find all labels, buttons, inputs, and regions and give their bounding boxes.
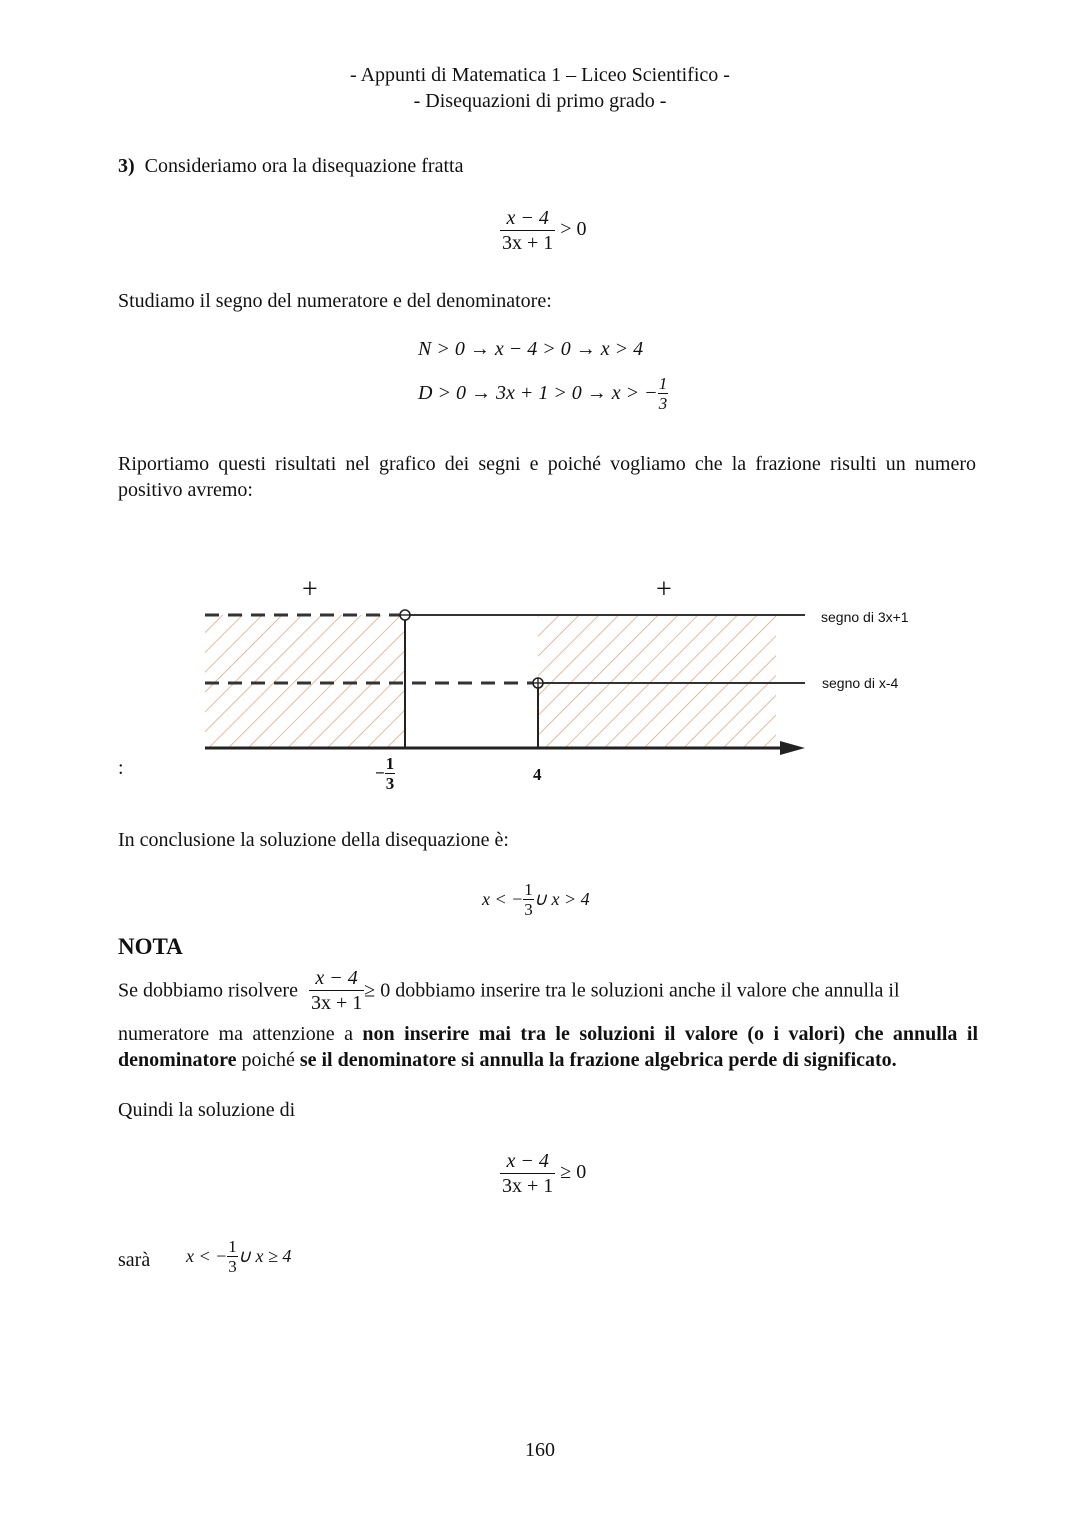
nota-line1-end: dobbiamo inserire tra le soluzioni anche il valore che annulla il xyxy=(395,979,900,1002)
nota-line1 xyxy=(118,966,978,1015)
second-solution xyxy=(186,1237,291,1276)
nota-frac-num: x − 4 xyxy=(309,966,364,991)
nota-p2-b: poiché xyxy=(236,1049,300,1071)
nota-p2-bold2: se il denominatore si annulla la frazione algebrica perde di significato. xyxy=(299,1049,897,1071)
header-title: - Appunti di Matematica 1 – Liceo Scientifico - xyxy=(350,64,730,86)
label-sign-denominator: segno di 3x+1 xyxy=(821,609,909,625)
denominator-frac-num: 1 xyxy=(658,374,668,393)
second-solution-prefix: x < − xyxy=(186,1246,228,1266)
tick-left-sign: − xyxy=(375,763,385,783)
denominator-frac-den: 3 xyxy=(658,394,668,413)
second-inequality-relation: ≥ 0 xyxy=(560,1161,587,1184)
denominator-sign-line xyxy=(418,374,668,413)
study-text: Studiamo il segno del numeratore e del denominatore: xyxy=(118,290,552,312)
nota-p2-a: numeratore ma attenzione a xyxy=(118,1023,363,1045)
x-axis-arrow xyxy=(780,741,805,755)
second-inequality-num: x − 4 xyxy=(500,1149,555,1174)
solution-expression xyxy=(482,880,590,919)
page-number: 160 xyxy=(525,1439,555,1461)
numerator-sign-line: N > 0 → x − 4 > 0 → x > 4 xyxy=(418,338,644,360)
section-intro-text: Consideriamo ora la disequazione fratta xyxy=(144,155,464,177)
tick-label-left xyxy=(375,754,395,793)
nota-frac-den: 3x + 1 xyxy=(310,992,363,1014)
solution-frac-den: 3 xyxy=(524,900,533,919)
conclusion-text: In conclusione la soluzione della disequazione è: xyxy=(118,829,509,851)
solution-suffix: ∪ x > 4 xyxy=(533,889,590,909)
plus-right: + xyxy=(656,574,672,605)
header-subtitle: - Disequazioni di primo grado - xyxy=(413,90,667,112)
sara-text: sarà xyxy=(118,1249,151,1271)
report-paragraph: Riportiamo questi risultati nel grafico dei segni e poiché vogliamo che la frazione risulti un numero positivo avremo: xyxy=(118,453,976,501)
nota-frac-relation: ≥ 0 xyxy=(364,979,391,1002)
main-inequality-relation: > 0 xyxy=(560,218,587,241)
nota-title: NOTA xyxy=(118,934,183,959)
hatch-region-right xyxy=(538,615,776,748)
nota-line1-start: Se dobbiamo risolvere xyxy=(118,979,298,1002)
section-number: 3) xyxy=(118,155,135,177)
quindi-text: Quindi la soluzione di xyxy=(118,1099,296,1121)
second-solution-suffix: ∪ x ≥ 4 xyxy=(237,1246,292,1266)
second-inequality xyxy=(500,1149,586,1198)
main-inequality-numerator: x − 4 xyxy=(500,206,555,231)
main-inequality-denominator: 3x + 1 xyxy=(502,232,554,254)
second-solution-frac-num: 1 xyxy=(228,1237,237,1256)
nota-p2-bold1: non inserire mai tra le soluzioni il valore (o i valori) che annulla il denominatore xyxy=(118,1023,978,1071)
main-inequality xyxy=(500,206,587,255)
stray-colon: : xyxy=(118,757,124,779)
label-sign-numerator: segno di x-4 xyxy=(822,675,899,691)
tick-left-num: 1 xyxy=(385,754,395,773)
solution-frac-num: 1 xyxy=(524,880,533,899)
tick-label-right: 4 xyxy=(533,765,542,784)
nota-paragraph xyxy=(118,1021,978,1073)
second-solution-frac-den: 3 xyxy=(228,1257,237,1276)
second-inequality-den: 3x + 1 xyxy=(502,1175,554,1197)
plus-left: + xyxy=(302,574,318,605)
section-intro xyxy=(118,153,463,179)
denominator-sign-prefix: D > 0 → 3x + 1 > 0 → x > − xyxy=(418,382,658,404)
tick-left-den: 3 xyxy=(385,774,395,793)
solution-prefix: x < − xyxy=(482,889,524,909)
